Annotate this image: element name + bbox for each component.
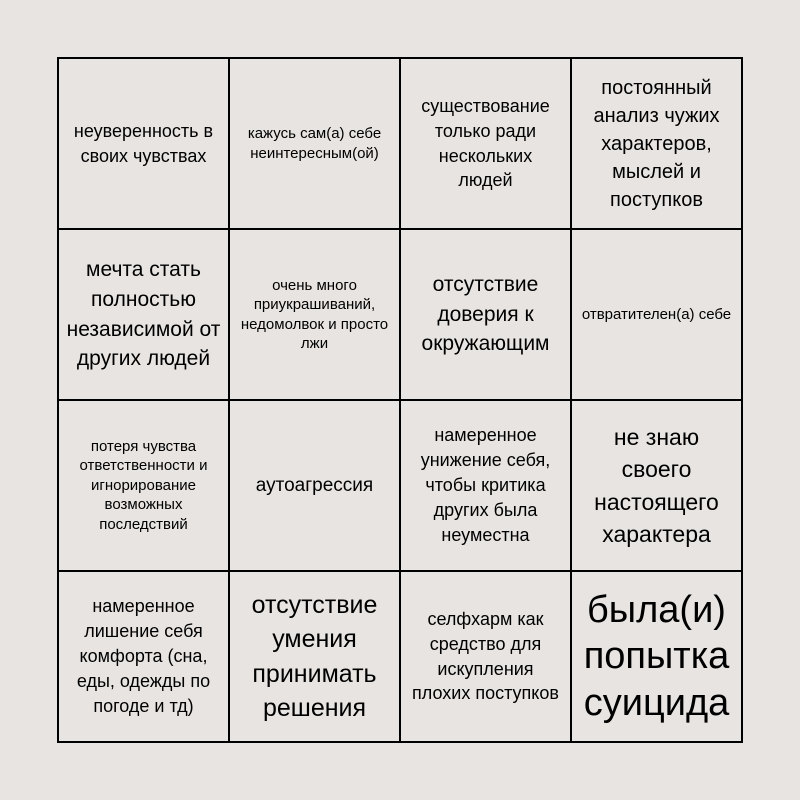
bingo-cell[interactable] — [229, 229, 400, 400]
cell-text: кажусь сам(а) себе неинтересным(ой) — [247, 125, 382, 162]
bingo-board — [57, 57, 743, 743]
bingo-cell[interactable] — [571, 58, 742, 229]
cell-text: аутоагрессия — [255, 474, 374, 496]
bingo-cell[interactable] — [58, 571, 229, 742]
cell-text: мечта стать полностью независимой от других людей — [66, 257, 221, 371]
cell-text: отсутствие умения принимать решения — [251, 590, 378, 722]
bingo-cell[interactable] — [400, 58, 571, 229]
bingo-cell[interactable] — [229, 571, 400, 742]
bingo-cell[interactable] — [229, 58, 400, 229]
bingo-cell[interactable] — [58, 400, 229, 571]
bingo-cell[interactable] — [571, 229, 742, 400]
bingo-cell[interactable] — [229, 400, 400, 571]
cell-text: постоянный анализ чужих характеров, мыслей и поступков — [593, 76, 720, 211]
bingo-cell[interactable] — [400, 571, 571, 742]
cell-text: была(и) попытка суицида — [583, 588, 730, 724]
cell-text: потеря чувства ответственности и игнорирование возможных последствий — [79, 437, 208, 533]
cell-text: очень много приукрашиваний, недомолвок и просто лжи — [240, 276, 389, 352]
cell-text: неуверенность в своих чувствах — [73, 120, 214, 166]
bingo-cell[interactable] — [400, 229, 571, 400]
cell-text: намеренное лишение себя комфорта (сна, еды, одежды по погоде и тд) — [76, 596, 211, 716]
bingo-cell[interactable] — [571, 400, 742, 571]
cell-text: не знаю своего настоящего характера — [594, 424, 719, 547]
cell-text: отсутствие доверия к окружающим — [421, 272, 550, 356]
cell-text: отвратителен(а) себе — [581, 305, 732, 323]
bingo-cell[interactable] — [58, 58, 229, 229]
cell-text: селфхарм как средство для искупления плохих поступков — [412, 608, 559, 704]
cell-text: намеренное унижение себя, чтобы критика других была неуместна — [420, 425, 551, 545]
bingo-cell[interactable] — [58, 229, 229, 400]
bingo-cell[interactable] — [571, 571, 742, 742]
bingo-cell[interactable] — [400, 400, 571, 571]
cell-text: существование только ради нескольких людей — [421, 95, 550, 191]
